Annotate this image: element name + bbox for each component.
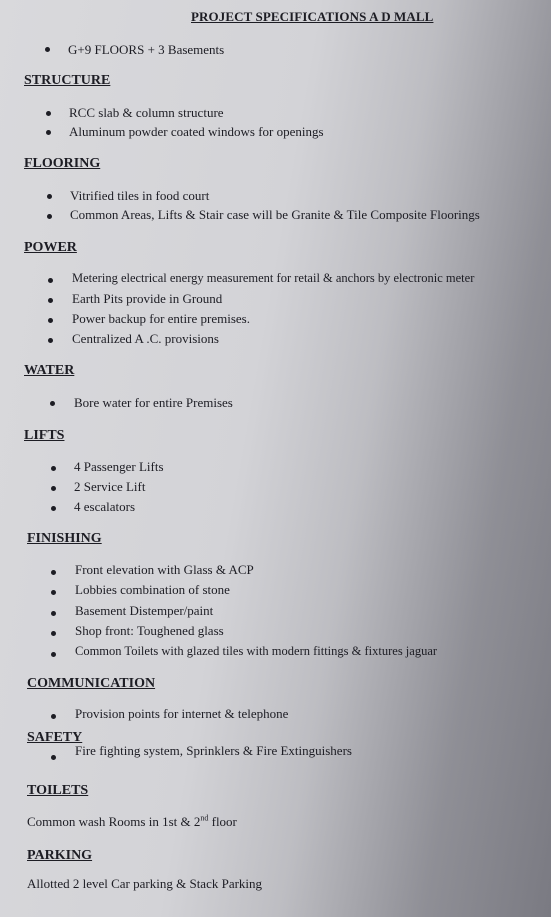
bullet-icon [48, 318, 53, 323]
bullet-icon [51, 590, 56, 595]
communication-item: Provision points for internet & telephone [75, 706, 289, 721]
bullet-icon [51, 486, 56, 491]
finishing-item: Common Toilets with glazed tiles with modern fittings & fixtures jaguar [75, 644, 438, 658]
heading-water: WATER [24, 363, 75, 378]
structure-item: Aluminum powder coated windows for openings [69, 124, 324, 139]
bullet-icon [51, 631, 56, 636]
power-item: Power backup for entire premises. [72, 311, 250, 326]
bullet-icon [50, 401, 55, 406]
flooring-item: Common Areas, Lifts & Stair case will be Granite & Tile Composite Floorings [70, 207, 480, 222]
power-item: Earth Pits provide in Ground [72, 291, 223, 306]
intro-item: G+9 FLOORS + 3 Basements [68, 42, 225, 57]
document-title: PROJECT SPECIFICATIONS A D MALL [191, 9, 434, 24]
finishing-item: Front elevation with Glass & ACP [75, 562, 254, 577]
power-item: Metering electrical energy measurement for retail & anchors by electronic meter [72, 271, 475, 285]
parking-text: Allotted 2 level Car parking & Stack Parking [27, 876, 263, 891]
toilets-text-end: floor [208, 814, 237, 829]
finishing-item: Basement Distemper/paint [75, 603, 214, 618]
toilets-text-main: Common wash Rooms in 1st & 2 [27, 814, 201, 829]
heading-communication: COMMUNICATION [27, 676, 156, 691]
bullet-icon [51, 714, 56, 719]
bullet-icon [47, 194, 52, 199]
water-item: Bore water for entire Premises [74, 395, 233, 410]
heading-power: POWER [24, 240, 77, 255]
heading-structure: STRUCTURE [24, 73, 111, 88]
bullet-icon [47, 214, 52, 219]
heading-safety: SAFETY [27, 730, 83, 745]
bullet-icon [51, 466, 56, 471]
bullet-icon [45, 47, 50, 52]
bullet-icon [51, 755, 56, 760]
heading-toilets: TOILETS [27, 783, 89, 798]
bullet-icon [48, 298, 53, 303]
lifts-item: 4 escalators [74, 499, 136, 514]
bullet-icon [48, 278, 53, 283]
toilets-text [27, 814, 237, 830]
lifts-item: 2 Service Lift [74, 479, 146, 494]
bullet-icon [46, 111, 51, 116]
heading-parking: PARKING [27, 848, 93, 863]
toilets-text-sup: nd [200, 813, 209, 823]
bullet-icon [48, 338, 53, 343]
bullet-icon [51, 611, 56, 616]
lifts-item: 4 Passenger Lifts [74, 459, 164, 474]
bullet-icon [51, 570, 56, 575]
safety-item: Fire fighting system, Sprinklers & Fire Extinguishers [75, 743, 352, 758]
heading-finishing: FINISHING [27, 531, 102, 546]
flooring-item: Vitrified tiles in food court [70, 188, 210, 203]
structure-item: RCC slab & column structure [69, 105, 224, 120]
finishing-item: Shop front: Toughened glass [75, 623, 224, 638]
bullet-icon [51, 652, 56, 657]
power-item: Centralized A .C. provisions [72, 331, 219, 346]
bullet-icon [46, 130, 51, 135]
heading-lifts: LIFTS [24, 428, 65, 443]
bullet-icon [51, 506, 56, 511]
heading-flooring: FLOORING [24, 156, 101, 171]
finishing-item: Lobbies combination of stone [75, 582, 230, 597]
